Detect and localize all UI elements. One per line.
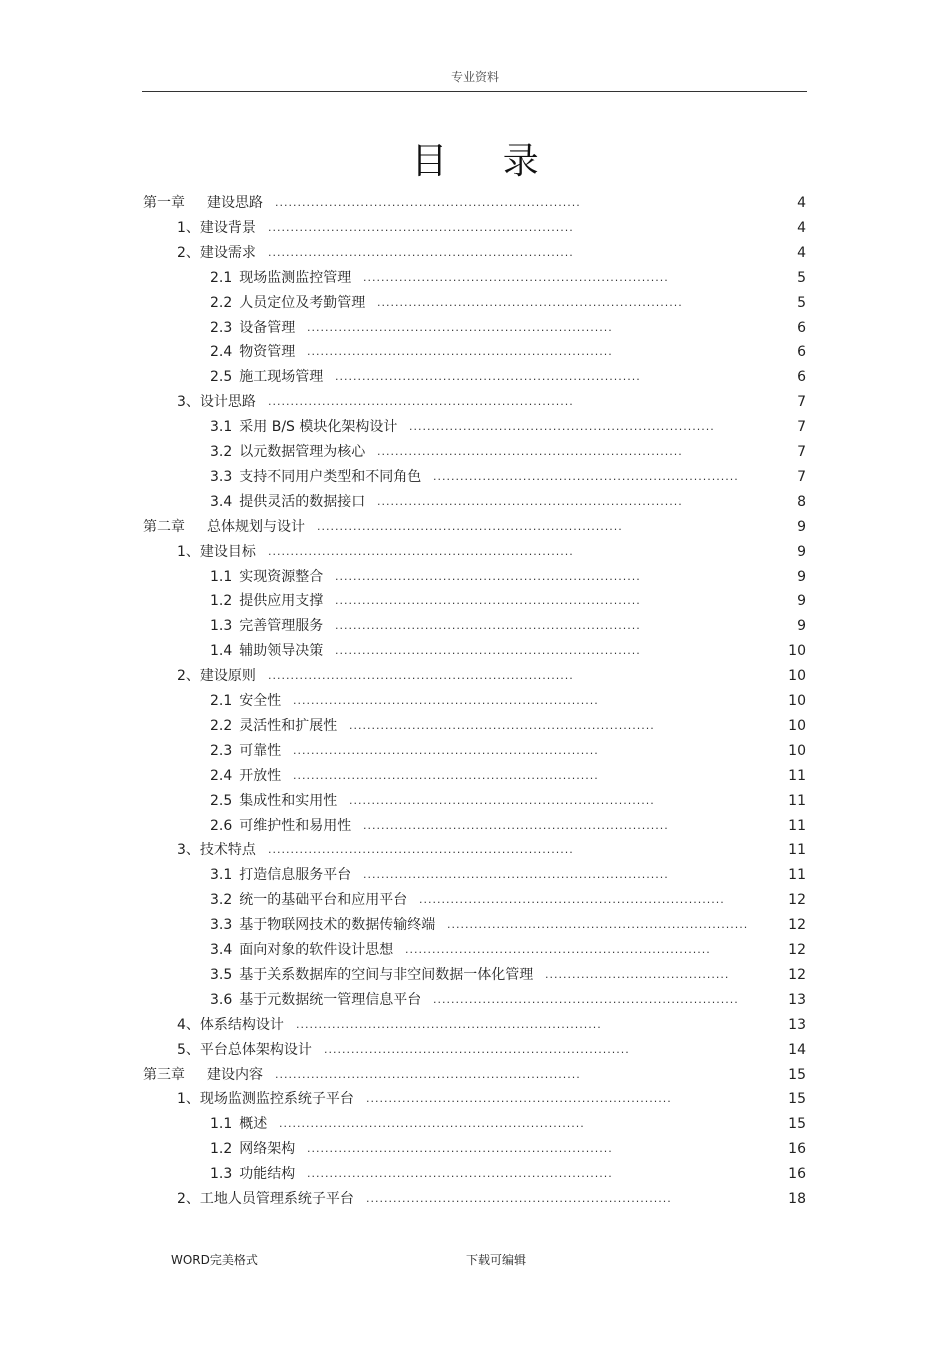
toc-leader-dots: .................................................................... <box>335 644 641 658</box>
toc-entry-label <box>210 589 323 613</box>
toc-entry-text: 人员定位及考勤管理 <box>239 294 366 311</box>
toc-entry-label <box>210 1162 295 1186</box>
toc-leader-dots: .................................................................... <box>377 494 683 508</box>
toc-entry-page: 6 <box>797 344 806 361</box>
toc-entry[interactable] <box>0 789 950 813</box>
toc-entry-page: 7 <box>797 444 806 460</box>
toc-entry-text: 提供灵活的数据接口 <box>239 493 366 510</box>
toc-entry-number: 3.1 <box>210 419 233 436</box>
toc-entry-number: 3.6 <box>210 991 233 1008</box>
toc-entry-text: 功能结构 <box>239 1166 296 1183</box>
toc-entry[interactable] <box>0 490 950 514</box>
toc-entry-number: 1、 <box>177 543 200 560</box>
toc-entry[interactable] <box>0 689 950 713</box>
toc-leader-dots: .................................................................... <box>268 544 574 558</box>
toc-entry-page: 8 <box>797 493 806 510</box>
footer-left-text: WORD完美格式 <box>171 1253 258 1267</box>
toc-entry-text: 提供应用支撑 <box>239 593 324 610</box>
toc-entry-number: 1.3 <box>210 1166 233 1183</box>
toc-entry[interactable] <box>0 913 950 937</box>
toc-entry-label <box>210 888 407 912</box>
toc-leader-dots: .................................................................... <box>363 818 669 832</box>
toc-entry-label <box>210 1137 295 1161</box>
toc-entry[interactable] <box>0 316 950 340</box>
toc-entry-label <box>210 863 351 887</box>
toc-entry-number: 3.1 <box>210 867 233 884</box>
toc-entry-page: 9 <box>797 543 806 560</box>
toc-entry-label <box>210 565 323 589</box>
toc-entry-label <box>210 938 393 962</box>
toc-leader-dots: .................................................................... <box>317 519 623 533</box>
toc-entry-number: 1、 <box>177 219 200 236</box>
toc-entry-page: 4 <box>797 244 806 261</box>
toc-entry-label <box>210 415 397 439</box>
toc-leader-dots: .................................................................... <box>366 1092 672 1106</box>
toc-entry-number: 1.2 <box>210 1141 233 1158</box>
toc-leader-dots: .................................................................... <box>349 793 655 807</box>
toc-entry-label <box>177 241 256 265</box>
toc-leader-dots: .................................................................... <box>433 469 739 483</box>
toc-entry[interactable] <box>0 863 950 887</box>
toc-entry-text: 可靠性 <box>239 742 282 759</box>
toc-entry-number: 1.2 <box>210 593 233 610</box>
toc-entry[interactable] <box>0 216 950 240</box>
toc-entry-label <box>210 988 421 1012</box>
toc-entry[interactable] <box>0 739 950 763</box>
toc-entry-label <box>210 291 365 315</box>
toc-entry[interactable] <box>0 540 950 564</box>
toc-entry-page: 12 <box>788 892 806 909</box>
toc-leader-dots: .................................................................... <box>268 669 574 683</box>
toc-entry-number: 2.2 <box>210 294 233 311</box>
toc-entry-number: 3、 <box>177 842 200 859</box>
toc-entry-page: 18 <box>788 1191 806 1207</box>
toc-entry-text: 采用 B/S 模块化架构设计 <box>239 419 398 436</box>
toc-entry-number: 3.3 <box>210 917 233 934</box>
toc-leader-dots: .................................................................... <box>335 569 641 583</box>
toc-entry-page: 10 <box>788 693 806 709</box>
toc-leader-dots: .................................................................... <box>307 345 613 359</box>
toc-entry-number: 1.4 <box>210 643 233 660</box>
toc-entry-text: 施工现场管理 <box>239 369 324 386</box>
toc-entry-text: 安全性 <box>239 693 282 709</box>
toc-entry-page: 7 <box>797 419 806 436</box>
toc-leader-dots: .................................................................... <box>293 694 599 707</box>
page-header-text: 专业资料 <box>450 70 499 84</box>
toc-entry-label <box>177 540 256 564</box>
toc-entry-text: 工地人员管理系统子平台 <box>199 1191 354 1207</box>
toc-entry-label <box>177 216 256 240</box>
toc-entry-number: 2、 <box>177 244 200 261</box>
toc-entry-label <box>210 266 351 290</box>
toc-leader-dots: .................................................................... <box>349 718 655 732</box>
toc-entry[interactable] <box>0 614 950 638</box>
toc-entry-page: 9 <box>797 618 806 635</box>
toc-entry-text: 建设需求 <box>199 244 256 261</box>
toc-leader-dots: .................................................................... <box>433 992 739 1006</box>
toc-entry-number: 2.1 <box>210 693 233 709</box>
toc-entry-number: 4、 <box>177 1016 200 1033</box>
toc-entry-page: 4 <box>797 219 806 236</box>
toc-entry-page: 6 <box>797 319 806 336</box>
toc-entry-text: 面向对象的软件设计思想 <box>239 942 394 958</box>
toc-entry-page: 5 <box>797 269 806 286</box>
toc-entry-label <box>210 1112 267 1136</box>
toc-entry[interactable] <box>0 714 950 738</box>
toc-entry-label <box>210 365 323 389</box>
toc-entry-page: 10 <box>788 717 806 734</box>
toc-entry-label <box>177 1087 354 1111</box>
toc-entry-label <box>177 1013 284 1037</box>
toc-entry-text: 建设内容 <box>207 1066 263 1083</box>
toc-entry-label <box>143 1063 263 1087</box>
toc-entry-page: 7 <box>797 468 806 485</box>
toc-entry-page: 14 <box>788 1041 806 1058</box>
toc-entry-label <box>210 614 323 638</box>
toc-entry-label <box>210 764 281 788</box>
toc-entry-number: 2.5 <box>210 369 233 386</box>
toc-entry-page: 11 <box>788 767 806 784</box>
toc-leader-dots: .................................................................... <box>307 320 613 334</box>
toc-entry-text: 物资管理 <box>239 344 296 361</box>
toc-leader-dots: .................................................................... <box>335 370 641 384</box>
toc-leader-dots: .................................................................... <box>363 270 669 284</box>
toc-entry[interactable] <box>0 764 950 788</box>
toc-entry[interactable] <box>0 1162 950 1186</box>
toc-leader-dots: .................................................................... <box>363 868 669 882</box>
toc-leader-dots: .................................................................... <box>279 1117 585 1131</box>
header-rule <box>142 91 807 92</box>
toc-entry[interactable] <box>0 191 950 215</box>
toc-leader-dots: .................................................................... <box>409 420 715 434</box>
toc-entry-label <box>210 913 435 937</box>
toc-entry-number: 3.4 <box>210 942 233 958</box>
toc-entry-text: 建设目标 <box>199 543 256 560</box>
toc-entry-label <box>143 191 263 215</box>
toc-entry-number: 3.3 <box>210 468 233 485</box>
toc-entry-page: 7 <box>797 394 806 411</box>
toc-entry-number: 2.4 <box>210 344 233 361</box>
toc-entry-page: 10 <box>788 668 806 685</box>
toc-entry-label <box>210 316 295 340</box>
toc-entry-text: 平台总体架构设计 <box>199 1041 312 1058</box>
toc-leader-dots: ......................................... <box>545 967 730 981</box>
toc-entry-text: 现场监测监控管理 <box>239 269 352 286</box>
toc-entry-number: 2.4 <box>210 767 233 784</box>
toc-entry-page: 11 <box>788 792 806 809</box>
toc-entry-label <box>210 739 281 763</box>
toc-entry-text: 体系结构设计 <box>199 1016 284 1033</box>
toc-entry-label <box>210 814 351 838</box>
toc-entry-number: 3、 <box>177 394 200 411</box>
toc-entry[interactable] <box>0 515 950 539</box>
toc-entry-page: 15 <box>788 1116 806 1133</box>
toc-entry[interactable] <box>0 291 950 315</box>
toc-entry-text: 集成性和实用性 <box>239 792 338 809</box>
toc-entry[interactable] <box>0 888 950 912</box>
toc-entry-label <box>210 440 365 464</box>
toc-entry-text: 灵活性和扩展性 <box>239 717 338 734</box>
toc-entry-number: 2.3 <box>210 319 233 336</box>
toc-entry-number: 1.1 <box>210 1116 233 1133</box>
toc-entry-number: 2、 <box>177 1191 200 1207</box>
toc-leader-dots: .................................................................... <box>377 295 683 309</box>
toc-entry[interactable] <box>0 963 950 987</box>
toc-entry-page: 12 <box>788 942 806 958</box>
toc-entry-text: 以元数据管理为核心 <box>239 444 366 460</box>
toc-entry[interactable] <box>0 465 950 489</box>
toc-leader-dots: .................................................................... <box>335 594 641 608</box>
toc-entry-page: 10 <box>788 643 806 660</box>
toc-leader-dots: .................................................................... <box>275 1067 581 1081</box>
toc-entry-text: 建设背景 <box>199 219 256 236</box>
toc-entry[interactable] <box>0 1013 950 1037</box>
toc-entry-number: 5、 <box>177 1041 200 1058</box>
toc-entry-label <box>177 838 256 862</box>
toc-entry-page: 16 <box>788 1141 806 1158</box>
toc-entry-page: 4 <box>797 195 806 211</box>
toc-entry-number: 1.1 <box>210 568 233 585</box>
toc-leader-dots: .................................................................... <box>268 245 574 259</box>
toc-entry[interactable] <box>0 365 950 389</box>
toc-entry-page: 6 <box>797 369 806 386</box>
toc-entry-text: 实现资源整合 <box>239 568 324 585</box>
toc-entry-label <box>210 490 365 514</box>
toc-leader-dots: .................................................................... <box>307 1167 613 1181</box>
toc-entry-label <box>210 340 295 364</box>
toc-entry-number: 2.5 <box>210 792 233 809</box>
toc-entry-text: 概述 <box>239 1116 268 1133</box>
toc-entry-label <box>177 390 256 414</box>
toc-entry[interactable] <box>0 241 950 265</box>
toc-entry-number: 3.4 <box>210 493 233 510</box>
toc-leader-dots: .................................................................... <box>268 395 574 409</box>
toc-entry-number: 2.1 <box>210 269 233 286</box>
toc-entry-text: 支持不同用户类型和不同角色 <box>239 468 422 485</box>
toc-entry-number: 2.6 <box>210 817 233 834</box>
toc-entry-page: 16 <box>788 1166 806 1183</box>
toc-entry[interactable] <box>0 938 950 962</box>
toc-entry-page: 11 <box>788 817 806 834</box>
toc-entry-number: 3.2 <box>210 444 233 460</box>
toc-entry-label <box>143 515 305 539</box>
toc-entry-page: 13 <box>788 1016 806 1033</box>
toc-entry[interactable] <box>0 988 950 1012</box>
toc-entry-text: 建设思路 <box>207 195 263 211</box>
toc-entry-page: 12 <box>788 917 806 934</box>
toc-entry[interactable] <box>0 589 950 613</box>
toc-entry[interactable] <box>0 1187 950 1211</box>
toc-leader-dots: .................................................................... <box>268 843 574 857</box>
toc-entry-text: 网络架构 <box>239 1141 296 1158</box>
toc-entry[interactable] <box>0 1063 950 1087</box>
toc-entry-label <box>177 664 256 688</box>
toc-title: 目 录 <box>411 141 561 182</box>
toc-leader-dots: .................................................................... <box>296 1017 602 1031</box>
toc-entry[interactable] <box>0 1112 950 1136</box>
toc-entry[interactable] <box>0 639 950 663</box>
toc-entry[interactable] <box>0 415 950 439</box>
toc-entry-number: 1.3 <box>210 618 233 635</box>
toc-entry-number: 2、 <box>177 668 200 685</box>
toc-leader-dots: .................................................................... <box>377 445 683 458</box>
toc-entry-text: 技术特点 <box>199 842 256 859</box>
toc-entry-page: 10 <box>788 742 806 759</box>
toc-leader-dots: .................................................................... <box>293 743 599 757</box>
toc-leader-dots: .................................................................... <box>324 1042 630 1056</box>
toc-entry[interactable] <box>0 340 950 364</box>
toc-leader-dots: .................................................................... <box>405 943 711 956</box>
toc-entry[interactable] <box>0 390 950 414</box>
toc-entry-page: 5 <box>797 294 806 311</box>
toc-entry-text: 设备管理 <box>239 319 296 336</box>
toc-leader-dots: .................................................................... <box>366 1192 672 1205</box>
toc-entry-text: 基于关系数据库的空间与非空间数据一体化管理 <box>239 966 534 983</box>
toc-entry-page: 13 <box>788 991 806 1008</box>
toc-entry[interactable] <box>0 565 950 589</box>
toc-entry-text: 基于物联网技术的数据传输终端 <box>239 917 436 934</box>
toc-leader-dots: .................................................................... <box>275 196 581 209</box>
toc-entry-number: 第一章 <box>143 195 185 211</box>
toc-entry-number: 1、 <box>177 1091 200 1108</box>
toc-entry-label <box>177 1038 312 1062</box>
toc-entry[interactable] <box>0 664 950 688</box>
toc-entry-page: 9 <box>797 593 806 610</box>
footer-right-text: 下载可编辑 <box>466 1253 527 1267</box>
toc-entry-page: 9 <box>797 568 806 585</box>
toc-entry-number: 2.2 <box>210 717 233 734</box>
toc-entry-page: 12 <box>788 966 806 983</box>
toc-entry-text: 现场监测监控系统子平台 <box>199 1091 354 1108</box>
toc-entry[interactable] <box>0 266 950 290</box>
toc-leader-dots: .................................................................... <box>307 1142 613 1156</box>
toc-entry-number: 第三章 <box>143 1066 185 1083</box>
toc-entry-label <box>210 789 337 813</box>
toc-entry-page: 11 <box>788 842 806 859</box>
toc-entry-page: 15 <box>788 1091 806 1108</box>
toc-entry[interactable] <box>0 1137 950 1161</box>
toc-entry-text: 可维护性和易用性 <box>239 817 352 834</box>
toc-entry-number: 3.5 <box>210 966 233 983</box>
toc-entry-text: 统一的基础平台和应用平台 <box>239 892 408 909</box>
toc-entry-label <box>210 465 421 489</box>
toc-leader-dots: .................................................................... <box>293 768 599 782</box>
toc-entry[interactable] <box>0 838 950 862</box>
toc-entry-number: 3.2 <box>210 892 233 909</box>
toc-entry-number: 第二章 <box>143 518 185 535</box>
toc-entry-text: 完善管理服务 <box>239 618 324 635</box>
toc-entry[interactable] <box>0 814 950 838</box>
toc-entry-number: 2.3 <box>210 742 233 759</box>
toc-entry-label <box>177 1187 354 1211</box>
toc-entry-text: 总体规划与设计 <box>207 518 305 535</box>
toc-entry[interactable] <box>0 1038 950 1062</box>
toc-entry-label <box>210 714 337 738</box>
toc-entry[interactable] <box>0 1087 950 1111</box>
toc-entry-text: 开放性 <box>239 767 282 784</box>
toc-entry-text: 设计思路 <box>199 394 256 411</box>
toc-entry-text: 建设原则 <box>199 668 256 685</box>
toc-entry-label <box>210 689 281 713</box>
toc-leader-dots: .................................................................... <box>419 893 725 907</box>
toc-leader-dots: .................................................................... <box>335 619 641 633</box>
toc-entry-page: 11 <box>788 867 806 884</box>
toc-entry-text: 打造信息服务平台 <box>239 867 352 884</box>
toc-leader-dots: ................................................................... <box>447 918 749 932</box>
toc-entry-text: 辅助领导决策 <box>239 643 324 660</box>
toc-entry-text: 基于元数据统一管理信息平台 <box>239 991 422 1008</box>
toc-entry-label <box>210 963 533 987</box>
toc-entry-page: 15 <box>788 1066 806 1083</box>
toc-leader-dots: .................................................................... <box>268 220 574 234</box>
toc-entry[interactable] <box>0 440 950 464</box>
toc-entry-label <box>210 639 323 663</box>
toc-entry-page: 9 <box>797 518 806 535</box>
